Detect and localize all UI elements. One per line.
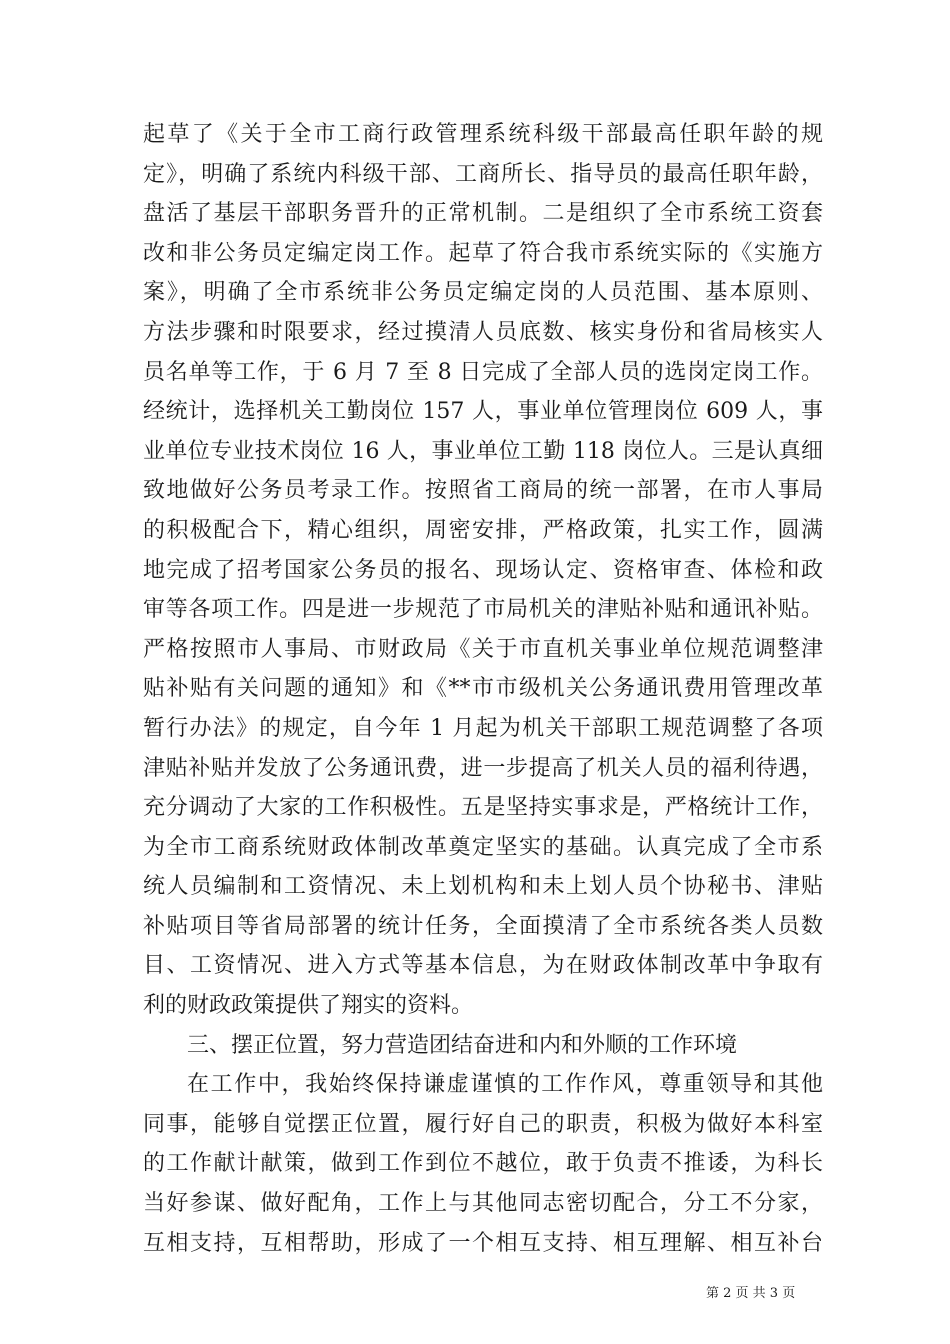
text-line: 严格按照市人事局、市财政局《关于市直机关事业单位规范调整津 xyxy=(143,636,823,662)
text-line: 当好参谋、做好配角，工作上与其他同志密切配合，分工不分家， xyxy=(143,1191,823,1217)
text-line: 地完成了招考国家公务员的报名、现场认定、资格审查、体检和政 xyxy=(143,557,823,583)
text-line: 目、工资情况、进入方式等基本信息，为在财政体制改革中争取有 xyxy=(143,953,823,979)
document-body xyxy=(143,115,823,1263)
section-heading: 三、摆正位置，努力营造团结奋进和内和外顺的工作环境 xyxy=(187,1032,738,1058)
text-line: 的工作献计献策，做到工作到位不越位，敢于负责不推诿，为科长 xyxy=(143,1151,823,1177)
text-line: 补贴项目等省局部署的统计任务，全面摸清了全市系统各类人员数 xyxy=(143,913,823,939)
text-line: 暂行办法》的规定，自今年 1 月起为机关干部职工规范调整了各项 xyxy=(143,715,823,741)
text-line: 同事，能够自觉摆正位置，履行好自己的职责，积极为做好本科室 xyxy=(143,1111,823,1137)
text-line: 业单位专业技术岗位 16 人，事业单位工勤 118 岗位人。三是认真细 xyxy=(143,438,823,464)
text-line: 为全市工商系统财政体制改革奠定坚实的基础。认真完成了全市系 xyxy=(143,834,823,860)
paragraph-first-line: 在工作中，我始终保持谦虚谨慎的工作作风，尊重领导和其他 xyxy=(187,1072,823,1098)
text-line: 案》，明确了全市系统非公务员定编定岗的人员范围、基本原则、 xyxy=(143,280,823,306)
text-line: 津贴补贴并发放了公务通讯费，进一步提高了机关人员的福利待遇， xyxy=(143,755,823,781)
text-line: 贴补贴有关问题的通知》和《**市市级机关公务通讯费用管理改革 xyxy=(143,676,823,702)
text-line: 统人员编制和工资情况、未上划机构和未上划人员个协秘书、津贴 xyxy=(143,874,823,900)
text-line: 充分调动了大家的工作积极性。五是坚持实事求是，严格统计工作， xyxy=(143,795,823,821)
text-line: 改和非公务员定编定岗工作。起草了符合我市系统实际的《实施方 xyxy=(143,240,823,266)
text-line: 方法步骤和时限要求，经过摸清人员底数、核实身份和省局核实人 xyxy=(143,319,823,345)
text-line: 定》，明确了系统内科级干部、工商所长、指导员的最高任职年龄， xyxy=(143,161,823,187)
text-line: 经统计，选择机关工勤岗位 157 人，事业单位管理岗位 609 人，事 xyxy=(143,399,823,425)
page-number-footer: 第 2 页 共 3 页 xyxy=(706,1286,796,1301)
text-line: 互相支持，互相帮助，形成了一个相互支持、相互理解、相互补台 xyxy=(143,1230,823,1256)
text-line: 起草了《关于全市工商行政管理系统科级干部最高任职年龄的规 xyxy=(143,122,823,147)
paragraph-last-line: 利的财政政策提供了翔实的资料。 xyxy=(143,993,474,1019)
text-line: 的积极配合下，精心组织，周密安排，严格政策，扎实工作，圆满 xyxy=(143,517,823,543)
text-line: 致地做好公务员考录工作。按照省工商局的统一部署，在市人事局 xyxy=(143,478,823,504)
text-line: 员名单等工作，于 6 月 7 至 8 日完成了全部人员的选岗定岗工作。 xyxy=(143,359,823,385)
text-line: 盘活了基层干部职务晋升的正常机制。二是组织了全市系统工资套 xyxy=(143,201,823,227)
text-line: 审等各项工作。四是进一步规范了市局机关的津贴补贴和通讯补贴。 xyxy=(143,597,823,623)
